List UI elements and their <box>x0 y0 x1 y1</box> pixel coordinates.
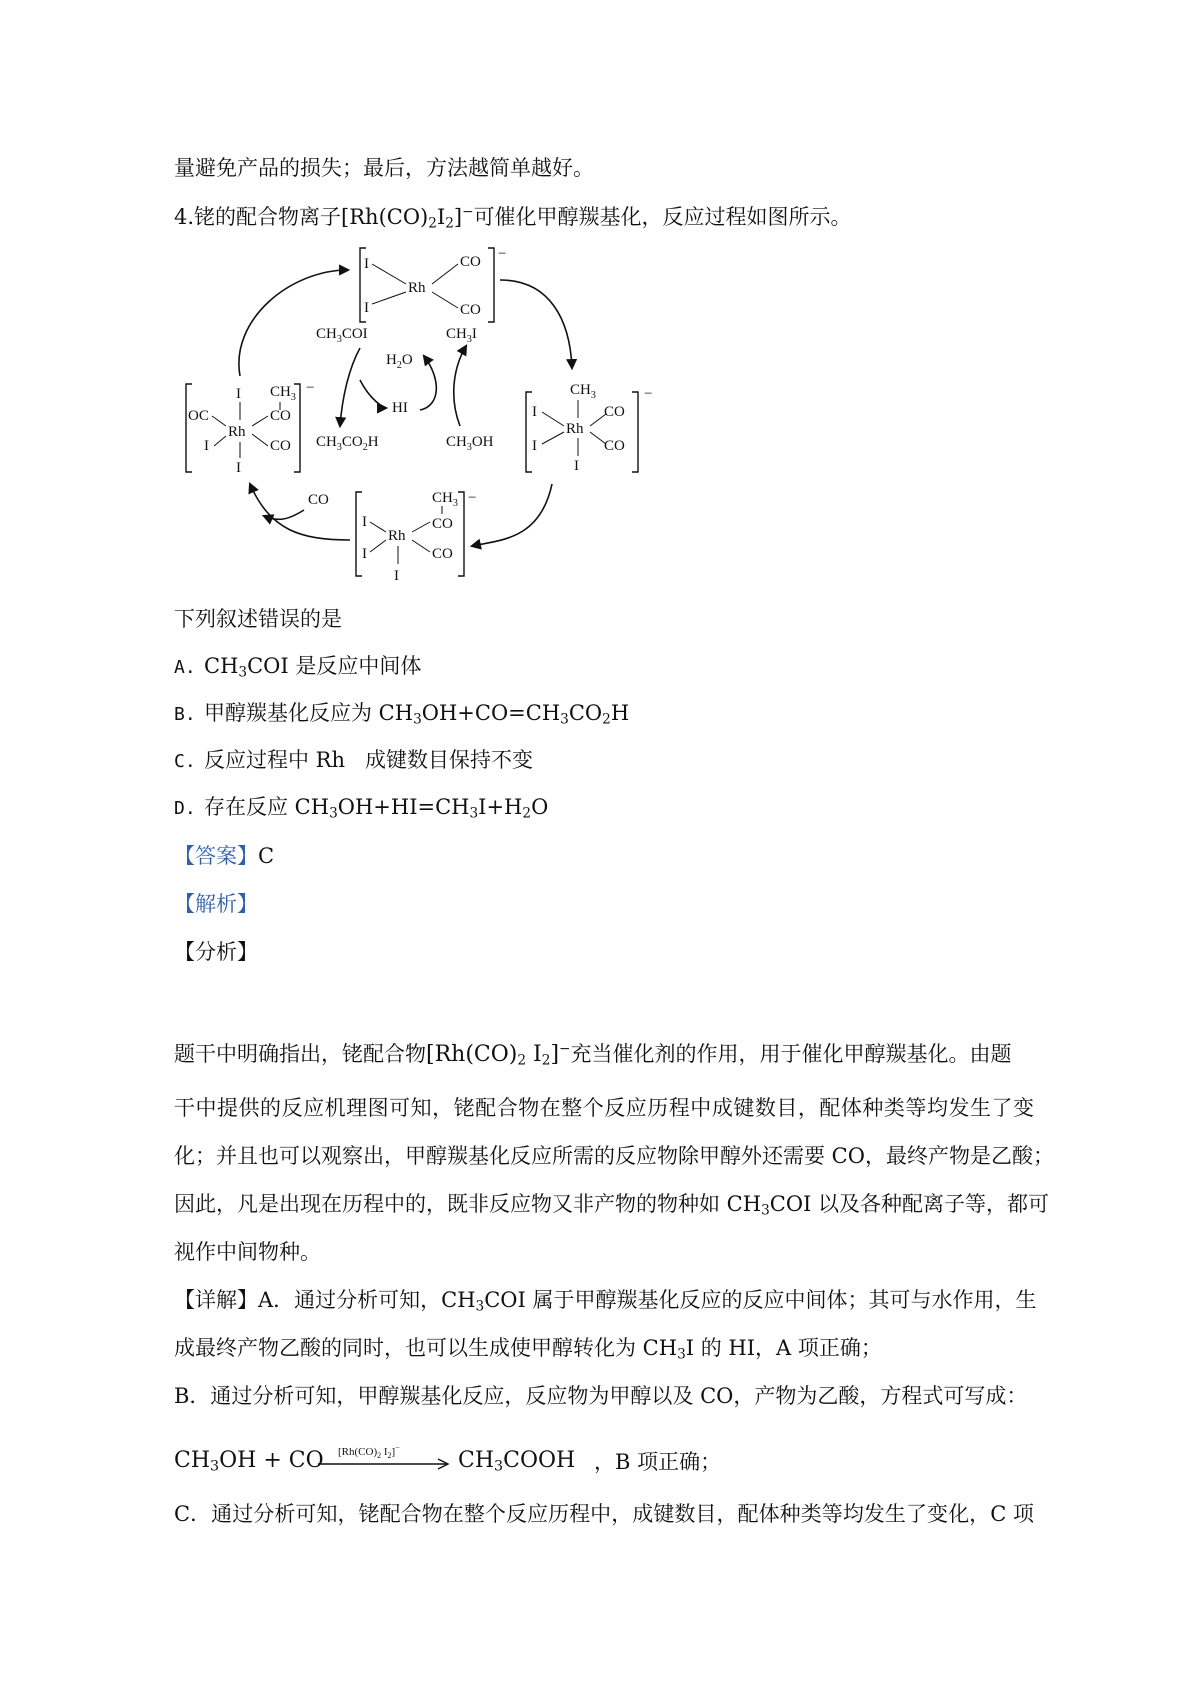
complex-bottom <box>356 490 476 584</box>
bottom-I2: I <box>362 546 367 562</box>
fenxi-p5: 视作中间物种。 <box>174 1240 321 1264</box>
q4-sub-2b: 2 <box>445 215 454 232</box>
text-line-1: 量避免产品的损失；最后，方法越简单越好。 <box>174 156 594 180</box>
left-Rh: Rh <box>228 424 246 440</box>
eq-right: $CH_3COOH$ <box>458 1448 576 1475</box>
q4-sub-2a: 2 <box>428 215 437 232</box>
top-Rh: Rh <box>408 280 426 296</box>
eq-arrow <box>316 1440 452 1476</box>
label-ch3coi: $CH_3COI$ <box>316 326 368 345</box>
eq-left: $CH_3OH$ + CO <box>174 1448 324 1475</box>
fenxi-line <box>174 938 258 966</box>
left-I2: I <box>204 438 209 454</box>
answer-line <box>174 842 274 870</box>
jiexi-line <box>174 890 258 918</box>
left-CO1: CO <box>270 408 291 424</box>
right-CH3: $CH_3$ <box>570 382 596 401</box>
complex-top <box>360 246 506 322</box>
right-I2: I <box>532 438 537 454</box>
q4-I: I <box>436 205 446 229</box>
top-I2: I <box>364 300 369 316</box>
bottom-I1: I <box>362 514 367 530</box>
left-I1: I <box>236 386 241 402</box>
xiangjie-a2: 成最终产物乙酸的同时，也可以生成使甲醇转化为 $CH_3I$ 的 HI，A 项正确； <box>174 1336 882 1363</box>
right-I3: I <box>574 458 579 474</box>
label-ch3co2h: $CH_3CO_2H$ <box>316 434 379 453</box>
right-charge: − <box>644 386 653 402</box>
option-a-letter: A. <box>174 657 196 678</box>
complex-left <box>186 380 314 476</box>
question-4-title <box>174 203 852 231</box>
bottom-I3: I <box>394 568 399 584</box>
xiangjie-b1: B．通过分析可知，甲醇羰基化反应，反应物为甲醇以及 CO，产物为乙酸，方程式可写成： <box>174 1384 1028 1408</box>
question-stem: 下列叙述错误的是 <box>174 607 342 631</box>
right-I1: I <box>532 404 537 420</box>
option-d-letter: D. <box>174 798 196 819</box>
bottom-CO1: CO <box>432 516 453 532</box>
q4-sup-minus: − <box>462 203 474 220</box>
complex-right <box>526 382 652 474</box>
bottom-charge: − <box>468 490 477 506</box>
left-I3: I <box>236 460 241 476</box>
option-a: A. $CH_3COI$ 是反应中间体 <box>174 654 422 681</box>
q4-pre: 4.铑的配合物离子[Rh(CO) <box>174 205 429 229</box>
eq-catalyst: [$Rh(CO)_2$ $I_2]^-$ <box>338 1443 400 1460</box>
answer-value: C <box>258 844 275 868</box>
right-Rh: Rh <box>566 421 584 437</box>
q4-post: 可催化甲醇羰基化，反应过程如图所示。 <box>473 205 852 229</box>
option-b: B. 甲醇羰基化反应为 $CH_3OH+CO=CH_3CO_2H$ <box>174 701 630 728</box>
left-charge: − <box>306 380 315 396</box>
top-CO2: CO <box>460 302 481 318</box>
label-co: CO <box>308 492 329 508</box>
option-d: D. 存在反应 $CH_3OH+HI=CH_3I+H_2O$ <box>174 795 549 822</box>
top-charge: − <box>498 246 507 262</box>
answer-tag: 【答案】 <box>174 844 258 868</box>
fenxi-p2: 干中提供的反应机理图可知，铑配合物在整个反应历程中成键数目，配体种类等均发生了变 <box>174 1096 1034 1120</box>
label-h2o: $H_2O$ <box>386 352 413 371</box>
option-b-letter: B. <box>174 704 196 725</box>
center-species <box>308 326 494 508</box>
reaction-cycle-diagram <box>180 240 720 640</box>
xiangjie-tag: 【详解】 <box>174 1288 258 1312</box>
top-I1: I <box>364 256 369 272</box>
right-CO1: CO <box>604 404 625 420</box>
top-CO1: CO <box>460 254 481 270</box>
fenxi-tag: 【分析】 <box>174 940 258 964</box>
bottom-Rh: Rh <box>388 528 406 544</box>
bottom-CH3: $CH_3$ <box>432 490 458 509</box>
right-CO2: CO <box>604 438 625 454</box>
option-c-letter: C. <box>174 751 196 772</box>
eq-tail: ，B 项正确； <box>594 1450 722 1474</box>
jiexi-tag: 【解析】 <box>174 892 258 916</box>
xiangjie-c1: C．通过分析可知，铑配合物在整个反应历程中，成键数目，配体种类等均发生了变化，C 项 <box>174 1502 1034 1526</box>
bottom-CO2: CO <box>432 546 453 562</box>
label-ch3oh: $CH_3OH$ <box>446 434 494 453</box>
xiangjie-a1: 【详解】A．通过分析可知，$CH_3COI$ 属于甲醇羰基化反应的反应中间体；其可与水作用，生 <box>174 1288 1037 1315</box>
fenxi-p1: 题干中明确指出，铑配合物[$Rh(CO)_2$ $I_2]^-$充当催化剂的作用，用于催化甲醇羰基化。由题 <box>174 1040 1012 1069</box>
left-OC: OC <box>188 408 209 424</box>
label-ch3i: $CH_3I$ <box>446 326 477 345</box>
left-CH3: $CH_3$ <box>270 384 296 403</box>
option-c: C. 反应过程中 Rh 成键数目保持不变 <box>174 746 533 776</box>
q4-bracket: ] <box>453 205 463 229</box>
rh-complex-bracketed: [ <box>426 1042 435 1067</box>
fenxi-p4: 因此，凡是出现在历程中的，既非反应物又非产物的物种如 $CH_3COI$ 以及各种配离子等，都可 <box>174 1192 1050 1219</box>
fenxi-p3: 化；并且也可以观察出，甲醇羰基化反应所需的反应物除甲醇外还需要 CO，最终产物是乙酸； <box>174 1144 1054 1168</box>
left-CO2: CO <box>270 438 291 454</box>
label-hi: HI <box>392 400 408 416</box>
